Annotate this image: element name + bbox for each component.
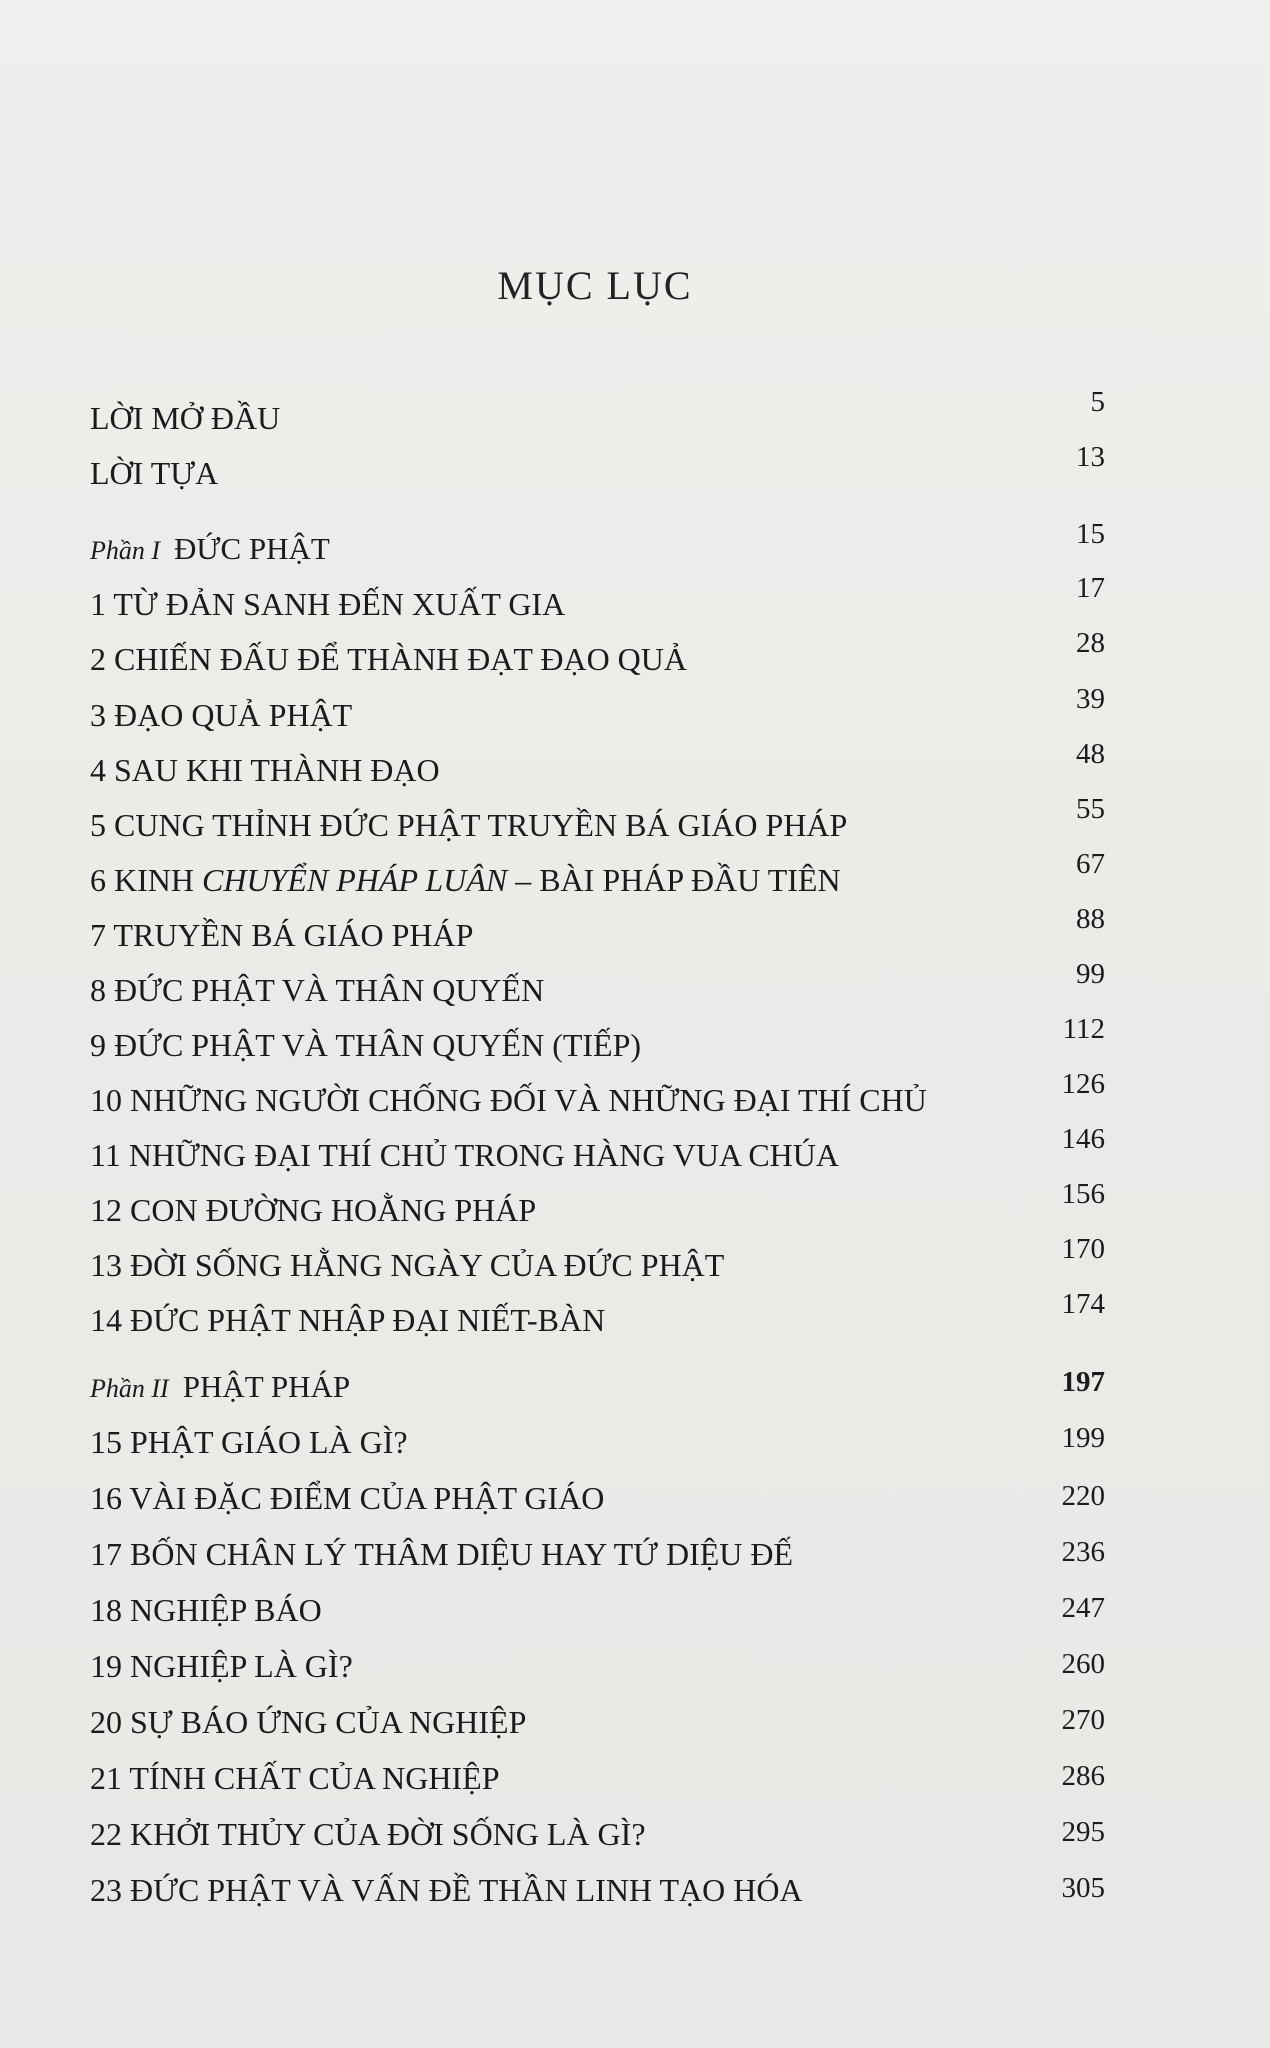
- toc-entry-title: 10 NHỮNG NGƯỜI CHỐNG ĐỐI VÀ NHỮNG ĐẠI THÍ CHỦ: [90, 1082, 927, 1118]
- toc-entry-page: 260: [1061, 1648, 1105, 1680]
- toc-entry: [90, 1592, 1105, 1636]
- toc-entry-page: 55: [1076, 793, 1105, 825]
- toc-entry-page: 48: [1076, 738, 1105, 770]
- page-title: MỤC LỤC: [497, 263, 693, 308]
- toc-entry: [90, 1424, 1105, 1468]
- toc-entry-page: 174: [1061, 1288, 1105, 1320]
- toc-entry-title: 17 BỐN CHÂN LÝ THÂM DIỆU HAY TỨ DIỆU ĐẾ: [90, 1536, 794, 1572]
- toc-entry-page: 17: [1076, 572, 1105, 604]
- toc-entry-page: 39: [1076, 683, 1105, 715]
- toc-entry-title: 11 NHỮNG ĐẠI THÍ CHỦ TRONG HÀNG VUA CHÚA: [90, 1137, 839, 1173]
- toc-entry-title-prefix: 6 KINH: [90, 862, 202, 898]
- toc-entry-title: 13 ĐỜI SỐNG HẰNG NGÀY CỦA ĐỨC PHẬT: [90, 1247, 725, 1283]
- toc-entry-page: 220: [1061, 1480, 1105, 1512]
- toc-entry-page: 146: [1061, 1123, 1105, 1155]
- toc-entry: [90, 1178, 1105, 1236]
- toc-entry-title: [90, 862, 841, 899]
- toc-entry-page: 15: [1076, 518, 1105, 550]
- toc-entry-title: LỜI TỰA: [90, 455, 219, 491]
- part-name: ĐỨC PHẬT: [174, 531, 330, 566]
- toc-entry-title: 3 ĐẠO QUẢ PHẬT: [90, 697, 353, 733]
- toc-entry-title: 20 SỰ BÁO ỨNG CỦA NGHIỆP: [90, 1704, 527, 1740]
- toc-entry-title: 15 PHẬT GIÁO LÀ GÌ?: [90, 1424, 408, 1460]
- toc-entry: [90, 1536, 1105, 1580]
- toc-entry: [90, 1068, 1105, 1126]
- toc-entry-page: 112: [1062, 1013, 1105, 1045]
- part-name: PHẬT PHÁP: [182, 1369, 351, 1404]
- toc-entry-title: 8 ĐỨC PHẬT VÀ THÂN QUYẾN: [90, 972, 545, 1008]
- toc-entry-title: 9 ĐỨC PHẬT VÀ THÂN QUYẾN (TIẾP): [90, 1027, 642, 1063]
- toc-entry: [90, 1288, 1105, 1346]
- toc-entry-title: 5 CUNG THỈNH ĐỨC PHẬT TRUYỀN BÁ GIÁO PHÁP: [90, 807, 848, 843]
- toc-entry-intro: [90, 386, 1105, 444]
- toc-entry-page: 170: [1061, 1233, 1105, 1265]
- toc-entry: [90, 1704, 1105, 1748]
- toc-entry: [90, 1760, 1105, 1804]
- toc-entry-page: 305: [1061, 1872, 1105, 1904]
- toc-entry-page: 156: [1061, 1178, 1105, 1210]
- toc-entry: [90, 1480, 1105, 1524]
- toc-entry-title: 21 TÍNH CHẤT CỦA NGHIỆP: [90, 1760, 500, 1796]
- toc-entry-title-suffix: – BÀI PHÁP ĐẦU TIÊN: [507, 862, 841, 898]
- toc-entry-title: 7 TRUYỀN BÁ GIÁO PHÁP: [90, 917, 474, 953]
- toc-entry-page: 99: [1076, 958, 1105, 990]
- part-heading-2: [90, 1368, 1105, 1412]
- toc-entry: [90, 1233, 1105, 1291]
- part-label: Phần II: [90, 1374, 169, 1403]
- part-heading-title: [90, 1368, 350, 1405]
- part-label: Phần I: [90, 536, 161, 565]
- toc-entry-page: 199: [1061, 1422, 1105, 1454]
- toc-entry-title: 22 KHỞI THỦY CỦA ĐỜI SỐNG LÀ GÌ?: [90, 1816, 646, 1852]
- toc-entry-title: 2 CHIẾN ĐẤU ĐỂ THÀNH ĐẠT ĐẠO QUẢ: [90, 641, 687, 677]
- toc-entry: [90, 793, 1105, 851]
- toc-entry: [90, 1648, 1105, 1692]
- toc-entry-page: 126: [1061, 1068, 1105, 1100]
- toc-entry-page: 236: [1061, 1536, 1105, 1568]
- toc-entry: [90, 738, 1105, 796]
- toc-entry-page: 295: [1061, 1816, 1105, 1848]
- toc-entry-page: 197: [1061, 1366, 1105, 1398]
- toc-entry-page: 13: [1076, 441, 1105, 473]
- toc-entry: [90, 1816, 1105, 1860]
- toc-entry: [90, 1123, 1105, 1181]
- toc-entry-page: 286: [1061, 1760, 1105, 1792]
- toc-entry: [90, 572, 1105, 630]
- toc-entry: [90, 903, 1105, 961]
- toc-entry-title-italic: CHUYỂN PHÁP LUÂN: [201, 862, 508, 898]
- toc-entry-page: 270: [1061, 1704, 1105, 1736]
- toc-entry: [90, 683, 1105, 741]
- part-heading-title: [90, 530, 330, 567]
- toc-entry-title: 18 NGHIỆP BÁO: [90, 1592, 322, 1628]
- toc-entry-title: 16 VÀI ĐẶC ĐIỂM CỦA PHẬT GIÁO: [90, 1480, 605, 1516]
- toc-entry-title: 23 ĐỨC PHẬT VÀ VẤN ĐỀ THẦN LINH TẠO HÓA: [90, 1872, 803, 1908]
- toc-entry: [90, 627, 1105, 685]
- toc-entry: [90, 848, 1105, 906]
- toc-entry-title: 19 NGHIỆP LÀ GÌ?: [90, 1648, 353, 1684]
- toc-entry-page: 28: [1076, 627, 1105, 659]
- toc-entry-page: 88: [1076, 903, 1105, 935]
- toc-entry-page: 5: [1090, 386, 1105, 418]
- toc-entry-title: 4 SAU KHI THÀNH ĐẠO: [90, 752, 440, 788]
- toc-entry-preface: [90, 441, 1105, 499]
- toc-entry: [90, 1013, 1105, 1071]
- part-heading-1: [90, 518, 1105, 574]
- toc-entry: [90, 958, 1105, 1016]
- toc-entry-title: 14 ĐỨC PHẬT NHẬP ĐẠI NIẾT-BÀN: [90, 1302, 606, 1338]
- toc-entry-title: 12 CON ĐƯỜNG HOẰNG PHÁP: [90, 1192, 537, 1228]
- toc-entry-title: LỜI MỞ ĐẦU: [90, 400, 281, 436]
- toc-entry-title: 1 TỪ ĐẢN SANH ĐẾN XUẤT GIA: [90, 586, 566, 622]
- toc-entry-page: 247: [1061, 1592, 1105, 1624]
- toc-entry: [90, 1872, 1105, 1916]
- toc-entry-page: 67: [1076, 848, 1105, 880]
